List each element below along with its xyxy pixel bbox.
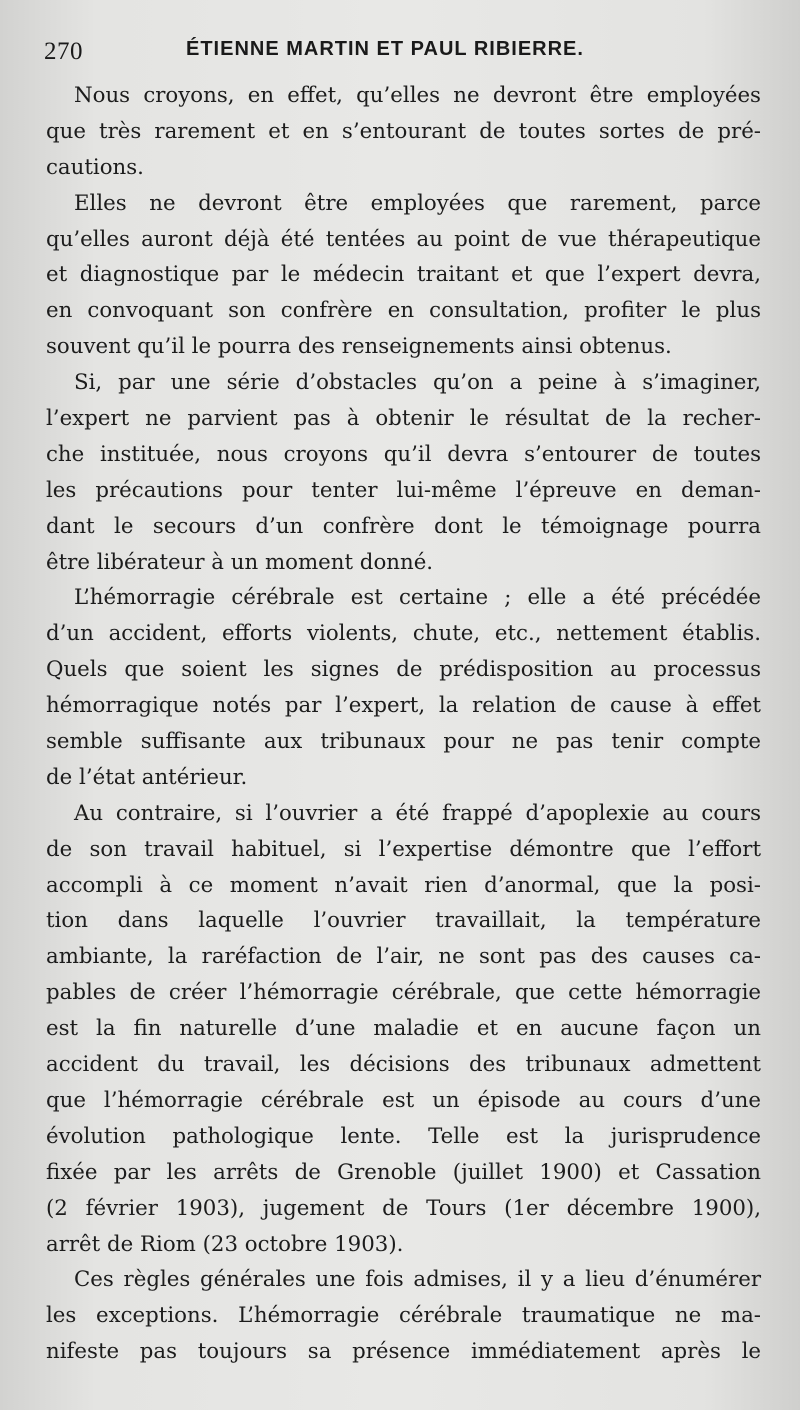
text-line: qu’elles auront déjà été tentées au point de vue thérapeutique (46, 226, 761, 252)
text-line: (2 février 1903), jugement de Tours (1er décembre 1900), (46, 1195, 761, 1221)
text-line: pables de créer l’hémorragie cérébrale, que cette hémorragie (46, 980, 761, 1006)
text-line: semble suffisante aux tribunaux pour ne pas tenir compte (46, 729, 761, 755)
text-line: de son travail habituel, si l’expertise démontre que l’effort (46, 836, 761, 862)
paragraph (46, 580, 761, 795)
text-line: Quels que soient les signes de prédisposition au processus (46, 657, 761, 683)
text-line: Elles ne devront être employées que rarement, parce (74, 190, 761, 216)
paragraph (46, 365, 761, 580)
text-line: arrêt de Riom (23 octobre 1903). (46, 1231, 404, 1257)
text-line: Si, par une série d’obstacles qu’on a peine à s’imaginer, (74, 370, 761, 396)
page-header (44, 34, 764, 70)
text-line: cautions. (46, 154, 144, 180)
text-line: fixée par les arrêts de Grenoble (juillet 1900) et Cassation (46, 1159, 761, 1185)
text-line: les exceptions. L’hémorragie cérébrale traumatique ne ma- (46, 1303, 761, 1329)
text-line: que l’hémorragie cérébrale est un épisode au cours d’une (46, 1087, 761, 1113)
text-line: et diagnostique par le médecin traitant et que l’expert devra, (46, 262, 761, 288)
text-line: che instituée, nous croyons qu’il devra s’entourer de toutes (46, 441, 761, 467)
text-line: est la fin naturelle d’une maladie et en aucune façon un (46, 1016, 761, 1042)
text-line: L’hémorragie cérébrale est certaine ; elle a été précédée (74, 585, 761, 611)
text-line: nifeste pas toujours sa présence immédiatement après le (46, 1339, 761, 1365)
running-title: ÉTIENNE MARTIN ET PAUL RIBIERRE. (186, 38, 584, 60)
text-line: accident du travail, les décisions des tribunaux admettent (46, 1052, 761, 1078)
text-line: que très rarement et en s’entourant de toutes sortes de pré- (46, 118, 761, 144)
text-line: Au contraire, si l’ouvrier a été frappé d’apoplexie au cours (74, 800, 761, 826)
text-line: les précautions pour tenter lui-même l’épreuve en deman- (46, 477, 761, 503)
page-number: 270 (44, 38, 83, 65)
paragraph (46, 796, 761, 1263)
text-line: hémorragique notés par l’expert, la relation de cause à effet (46, 693, 761, 719)
text-line: en convoquant son confrère en consultation, profiter le plus (46, 298, 761, 324)
text-line: Ces règles générales une fois admises, il y a lieu d’énumérer (74, 1267, 761, 1293)
text-line: évolution pathologique lente. Telle est la jurisprudence (46, 1123, 761, 1149)
text-line: tion dans laquelle l’ouvrier travaillait, la température (46, 908, 761, 934)
text-line: de l’état antérieur. (46, 764, 248, 790)
text-line: dant le secours d’un confrère dont le témoignage pourra (46, 513, 761, 539)
text-line: accompli à ce moment n’avait rien d’anormal, que la posi- (46, 872, 761, 898)
text-line: Nous croyons, en effet, qu’elles ne devront être employées (74, 83, 761, 108)
body-text (46, 78, 761, 1370)
text-line: ambiante, la raréfaction de l’air, ne sont pas des causes ca- (46, 944, 761, 970)
text-line: être libérateur à un moment donné. (46, 549, 434, 575)
text-line: l’expert ne parvient pas à obtenir le résultat de la recher- (46, 406, 761, 432)
text-line: d’un accident, efforts violents, chute, etc., nettement établis. (46, 621, 761, 647)
text-line: souvent qu’il le pourra des renseignements ainsi obtenus. (46, 334, 672, 360)
paragraph (46, 1262, 761, 1370)
paragraph (46, 78, 761, 186)
paragraph (46, 186, 761, 365)
